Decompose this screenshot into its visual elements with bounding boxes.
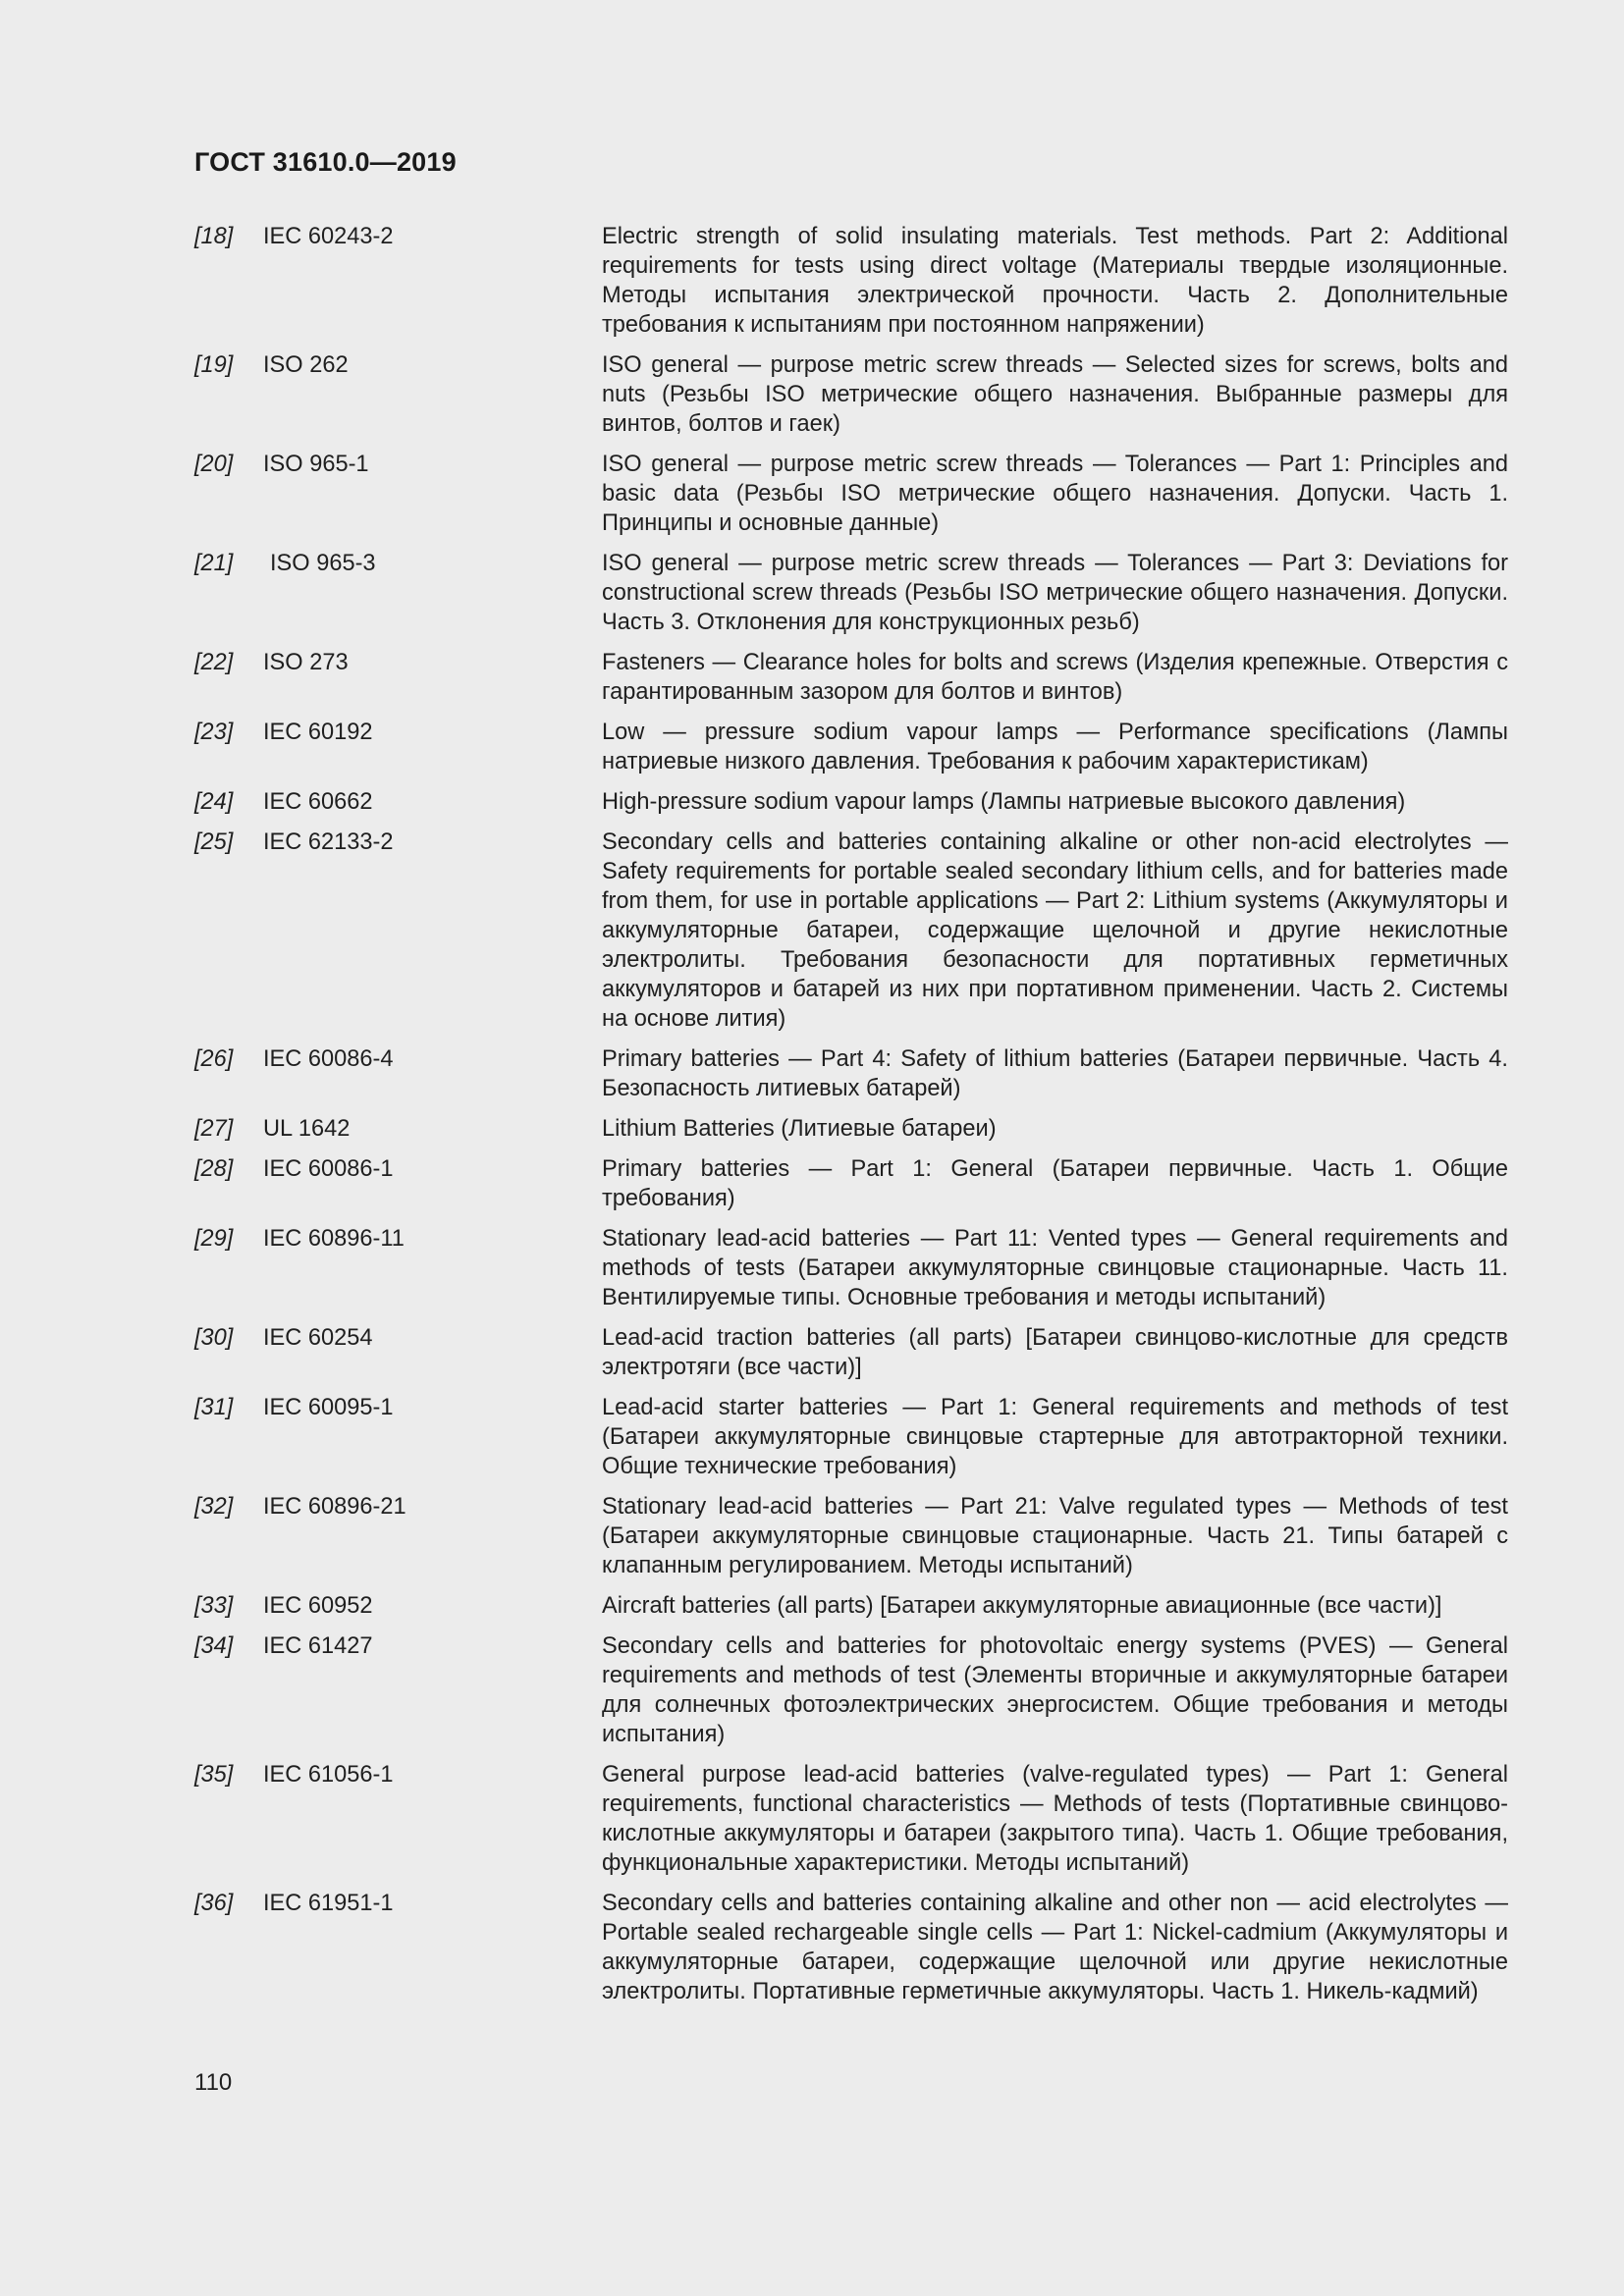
reference-standard: IEC 60243-2 — [263, 224, 394, 249]
reference-standard: IEC 60086-1 — [263, 1156, 394, 1182]
reference-entry — [194, 1631, 1508, 1749]
reference-number: [20] — [194, 452, 234, 477]
reference-standard: IEC 61056-1 — [263, 1762, 394, 1788]
reference-number: [19] — [194, 352, 234, 378]
reference-title: Fasteners — Clearance holes for bolts and screws (Изделия крепежные. Отверстия с гарантированным зазором для болтов и винтов) — [602, 650, 1508, 705]
reference-number: [28] — [194, 1156, 234, 1182]
reference-title: Lithium Batteries (Литиевые батареи) — [602, 1116, 997, 1142]
reference-title: Stationary lead-acid batteries — Part 21: Valve regulated types — Methods of test (Батареи аккумуляторные свинцовые стационарные. Часть 21. Типы батарей с клапанным регулированием. Методы испытаний) — [602, 1494, 1508, 1578]
reference-number: [32] — [194, 1494, 234, 1520]
bibliography-list — [194, 222, 1508, 2017]
reference-entry — [194, 350, 1508, 439]
reference-title: General purpose lead-acid batteries (valve-regulated types) — Part 1: General requirements, functional characteristics — Methods of tests (Портативные свинцово-кислотные аккумуляторы и батареи (закрытого типа). Часть 1. Общие требования, функциональные характеристики. Методы испытаний) — [602, 1762, 1508, 1876]
reference-standard: IEC 60095-1 — [263, 1395, 394, 1420]
reference-number: [29] — [194, 1226, 234, 1252]
reference-entry — [194, 1154, 1508, 1213]
reference-title: Low — pressure sodium vapour lamps — Performance specifications (Лампы натриевые низкого давления. Требования к рабочим характеристикам) — [602, 720, 1508, 774]
reference-standard: IEC 60086-4 — [263, 1046, 394, 1072]
reference-entry — [194, 1114, 1508, 1144]
reference-title: Primary batteries — Part 1: General (Батареи первичные. Часть 1. Общие требования) — [602, 1156, 1508, 1211]
reference-number: [23] — [194, 720, 234, 745]
reference-entry — [194, 828, 1508, 1034]
reference-entry — [194, 718, 1508, 776]
reference-entry — [194, 450, 1508, 538]
reference-number: [30] — [194, 1325, 234, 1351]
reference-standard: ISO 965-3 — [270, 551, 376, 576]
reference-entry — [194, 1044, 1508, 1103]
reference-number: [24] — [194, 789, 234, 815]
reference-entry — [194, 648, 1508, 707]
reference-standard: IEC 60192 — [263, 720, 373, 745]
reference-number: [31] — [194, 1395, 234, 1420]
reference-title: Electric strength of solid insulating materials. Test methods. Part 2: Additional requirements for tests using direct voltage (Материалы твердые изоляционные. Методы испытания электрической прочности. Часть 2. Дополнительные требования к испытаниям при постоянном напряжении) — [602, 224, 1508, 338]
reference-number: [25] — [194, 829, 234, 855]
reference-entry — [194, 1393, 1508, 1481]
reference-number: [36] — [194, 1891, 234, 1916]
reference-standard: UL 1642 — [263, 1116, 351, 1142]
reference-title: ISO general — purpose metric screw threads — Selected sizes for screws, bolts and nuts (Резьбы ISO метрические общего назначения. Выбранные размеры для винтов, болтов и гаек) — [602, 352, 1508, 437]
document-code-header: ГОСТ 31610.0—2019 — [194, 147, 457, 177]
reference-number: [34] — [194, 1633, 234, 1659]
reference-standard: IEC 60952 — [263, 1593, 373, 1619]
reference-number: [26] — [194, 1046, 234, 1072]
reference-title: ISO general — purpose metric screw threads — Tolerances — Part 3: Deviations for constructional screw threads (Резьбы ISO метрические общего назначения. Допуски. Часть 3. Отклонения для конструкционных резьб) — [602, 551, 1508, 635]
reference-title: ISO general — purpose metric screw threads — Tolerances — Part 1: Principles and basic data (Резьбы ISO метрические общего назначения. Допуски. Часть 1. Принципы и основные данные) — [602, 452, 1508, 536]
reference-number: [18] — [194, 224, 234, 249]
page-number: 110 — [194, 2069, 233, 2096]
reference-title: Aircraft batteries (all parts) [Батареи аккумуляторные авиационные (все части)] — [602, 1593, 1442, 1619]
reference-standard: IEC 61427 — [263, 1633, 373, 1659]
reference-title: Secondary cells and batteries for photovoltaic energy systems (PVES) — General requirements and methods of test (Элементы вторичные и аккумуляторные батареи для солнечных фотоэлектрических энергосистем. Общие требования и методы испытания) — [602, 1633, 1508, 1747]
reference-number: [27] — [194, 1116, 234, 1142]
reference-standard: ISO 273 — [263, 650, 349, 675]
reference-standard: IEC 60254 — [263, 1325, 373, 1351]
reference-title: Stationary lead-acid batteries — Part 11: Vented types — General requirements and methods of tests (Батареи аккумуляторные свинцовые стационарные. Часть 11. Вентилируемые типы. Основные требования и методы испытаний) — [602, 1226, 1508, 1310]
reference-entry — [194, 1492, 1508, 1580]
reference-title: Primary batteries — Part 4: Safety of lithium batteries (Батареи первичные. Часть 4. Безопасность литиевых батарей) — [602, 1046, 1508, 1101]
reference-standard: IEC 62133-2 — [263, 829, 394, 855]
reference-number: [22] — [194, 650, 234, 675]
reference-entry — [194, 549, 1508, 637]
reference-title: Lead-acid starter batteries — Part 1: General requirements and methods of test (Батареи аккумуляторные свинцовые стартерные для автотракторной техники. Общие технические требования) — [602, 1395, 1508, 1479]
reference-standard: IEC 60662 — [263, 789, 373, 815]
reference-entry — [194, 1889, 1508, 2006]
reference-title: Secondary cells and batteries containing alkaline or other non-acid electrolytes — Safety requirements for portable sealed secondary lithium cells, and for batteries made from them, for use in portable applications — Part 2: Lithium systems (Аккумуляторы и аккумуляторные батареи, содержащие щелочной и другие некислотные электролиты. Требования безопасности для портативных герметичных аккумуляторов и батарей из них при портативном применении. Часть 2. Системы на основе лития) — [602, 829, 1508, 1032]
reference-title: Secondary cells and batteries containing alkaline and other non — acid electrolytes — Portable sealed rechargeable single cells — Part 1: Nickel-cadmium (Аккумуляторы и аккумуляторные батареи, содержащие щелочной или другие некислотные электролиты. Портативные герметичные аккумуляторы. Часть 1. Никель-кадмий) — [602, 1891, 1508, 2004]
reference-number: [35] — [194, 1762, 234, 1788]
reference-title: High-pressure sodium vapour lamps (Лампы натриевые высокого давления) — [602, 789, 1406, 815]
reference-standard: IEC 60896-11 — [263, 1226, 405, 1252]
reference-entry — [194, 1591, 1508, 1621]
reference-entry — [194, 222, 1508, 340]
reference-number: [21] — [194, 551, 234, 576]
reference-standard: IEC 60896-21 — [263, 1494, 406, 1520]
reference-standard: ISO 965-1 — [263, 452, 369, 477]
reference-entry — [194, 1224, 1508, 1312]
reference-standard: IEC 61951-1 — [263, 1891, 394, 1916]
reference-entry — [194, 1760, 1508, 1878]
reference-standard: ISO 262 — [263, 352, 349, 378]
reference-entry — [194, 1323, 1508, 1382]
reference-number: [33] — [194, 1593, 234, 1619]
reference-entry — [194, 787, 1508, 817]
reference-title: Lead-acid traction batteries (all parts) [Батареи свинцово-кислотные для средств электротяги (все части)] — [602, 1325, 1508, 1380]
